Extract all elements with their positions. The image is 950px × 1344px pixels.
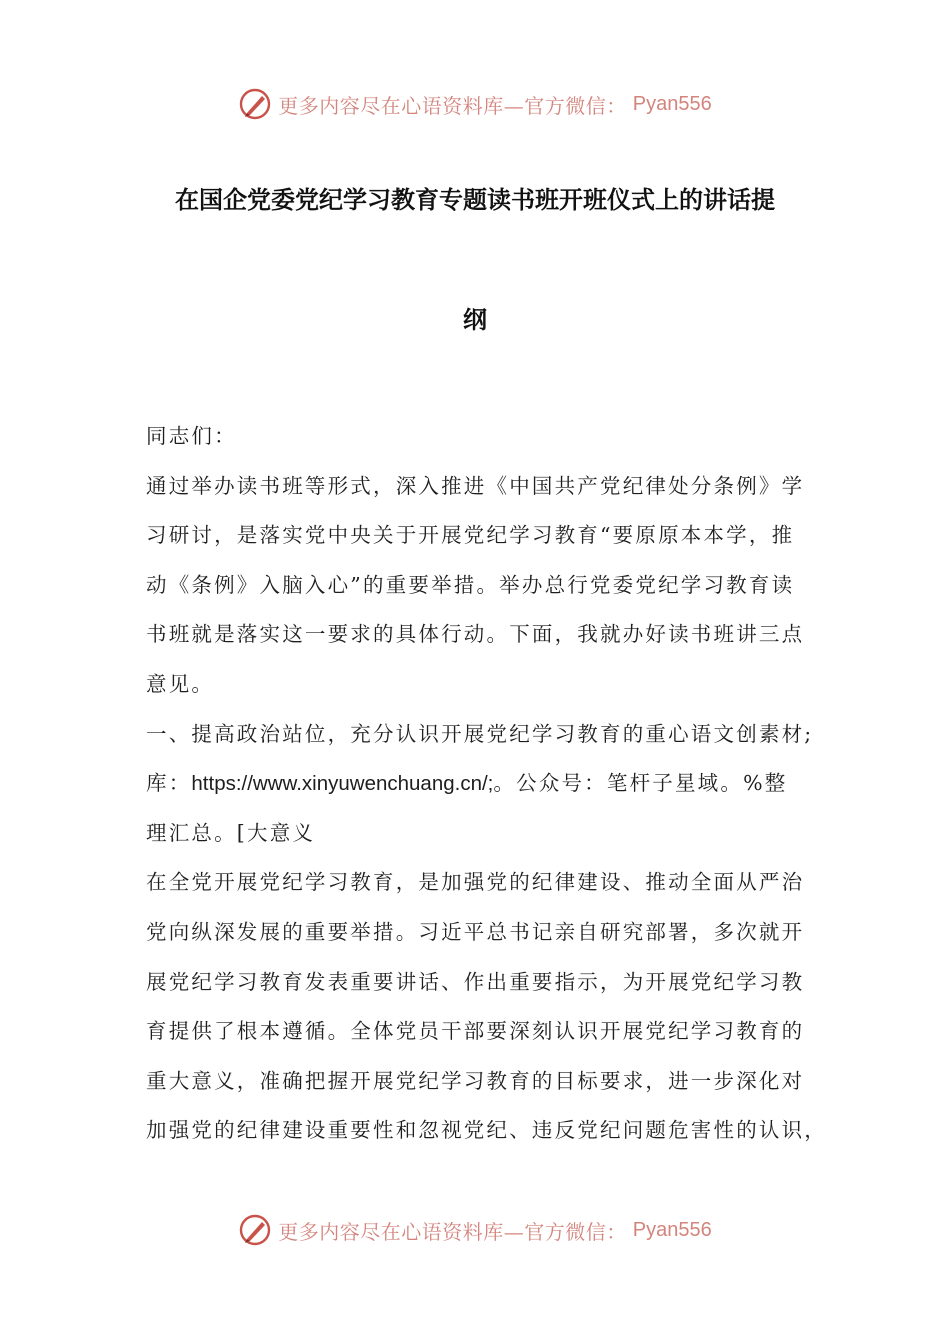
body-line: 动《条例》入脑入心”的重要举措。举办总行党委党纪学习教育读 bbox=[146, 572, 795, 597]
body-line: 展党纪学习教育发表重要讲话、作出重要指示，为开展党纪学习教 bbox=[146, 969, 805, 994]
document-title-line-2: 纲 bbox=[463, 306, 487, 334]
body-line: 在全党开展党纪学习教育，是加强党的纪律建设、推动全面从严治 bbox=[146, 870, 805, 895]
body-line: 重大意义，准确把握开展党纪学习教育的目标要求，进一步深化对 bbox=[146, 1068, 805, 1093]
document-body bbox=[146, 412, 827, 1156]
body-line-with-url bbox=[146, 759, 810, 809]
body-line: 理汇总。[大意义 bbox=[146, 820, 316, 845]
body-line: 党向纵深发展的重要举措。习近平总书记亲自研究部署，多次就开 bbox=[146, 919, 805, 944]
website-url: https://www.xinyuwenchuang.cn/; bbox=[191, 772, 494, 796]
document-title-line-1: 在国企党委党纪学习教育专题读书班开班仪式上的讲话提 bbox=[175, 186, 775, 214]
body-line: 意见。 bbox=[146, 671, 215, 696]
watermark-account: Pyan556 bbox=[632, 92, 712, 115]
watermark-account: Pyan556 bbox=[632, 1218, 712, 1241]
section-heading-line: 一、提高政治站位，充分认识开展党纪学习教育的重心语文创素材; bbox=[146, 721, 814, 746]
body-line: 书班就是落实这一要求的具体行动。下面，我就办好读书班讲三点 bbox=[146, 622, 805, 647]
header-watermark bbox=[0, 82, 950, 126]
body-line: 育提供了根本遵循。全体党员干部要深刻认识开展党纪学习教育的 bbox=[146, 1019, 805, 1044]
footer-watermark bbox=[0, 1208, 950, 1252]
body-line: 加强党的纪律建设重要性和忽视党纪、违反党纪问题危害性的认识， bbox=[146, 1118, 827, 1143]
url-line-prefix: 库： bbox=[146, 771, 192, 796]
body-line: 习研讨，是落实党中央关于开展党纪学习教育“要原原本本学，推 bbox=[146, 523, 795, 548]
watermark-text: 更多内容尽在心语资料库—官方微信： bbox=[278, 1219, 627, 1244]
body-line: 同志们： bbox=[146, 424, 237, 448]
body-line: 通过举办读书班等形式，深入推进《中国共产党纪律处分条例》学 bbox=[146, 473, 805, 498]
watermark-text: 更多内容尽在心语资料库—官方微信： bbox=[278, 93, 627, 118]
pen-circle-logo-icon bbox=[238, 1213, 272, 1247]
pen-circle-logo-icon bbox=[238, 87, 272, 121]
url-line-suffix: 。公众号：笔杆子星域。%整 bbox=[493, 771, 788, 796]
